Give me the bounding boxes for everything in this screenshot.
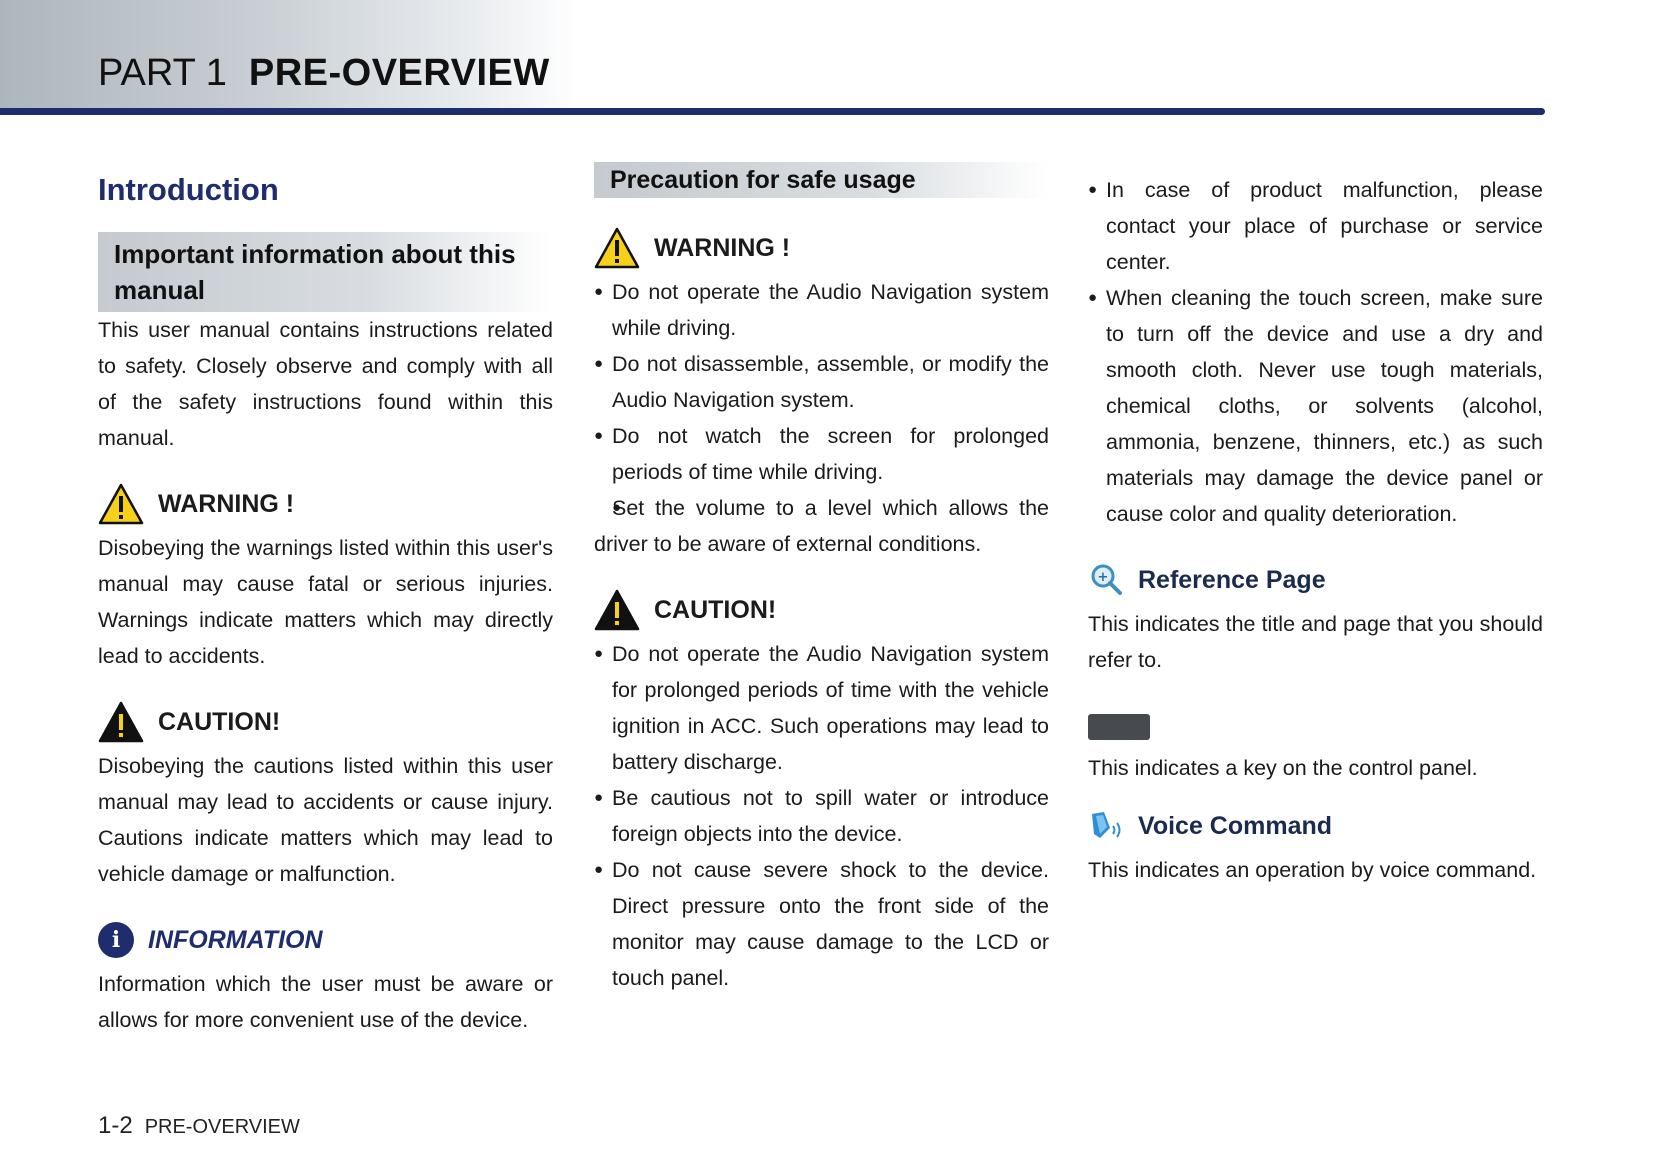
list-item: ● Do not watch the screen for prolonged periods of time while driving. bbox=[594, 418, 1049, 490]
list-item: ● Do not operate the Audio Navigation system for prolonged periods of time with the vehicle ignition in ACC. Such operations may lead to battery discharge. bbox=[594, 636, 1049, 780]
list-item: ● Do not operate the Audio Navigation system while driving. bbox=[594, 274, 1049, 346]
important-info-body: This user manual contains instructions related to safety. Closely observe and comply with all of the safety instructions found within this manual. bbox=[98, 318, 553, 450]
information-heading bbox=[98, 918, 553, 962]
header-rule bbox=[0, 108, 1545, 115]
reference-page-label: Reference Page bbox=[1138, 565, 1326, 594]
caution-icon bbox=[98, 701, 144, 743]
safe-usage-caution-heading bbox=[594, 588, 1049, 632]
header-part: PART 1 bbox=[98, 52, 227, 94]
control-panel-key-icon bbox=[1088, 714, 1150, 740]
important-info-heading: Important information about this manual bbox=[98, 232, 553, 312]
list-item: ● Do not disassemble, assemble, or modify the Audio Navigation system. bbox=[594, 346, 1049, 418]
column-left bbox=[98, 160, 553, 1038]
list-item: ● Set the volume to a level which allows the driver to be aware of external conditions. bbox=[594, 490, 1049, 562]
warning-list bbox=[594, 274, 1049, 562]
maintenance-list bbox=[1088, 172, 1543, 532]
caution-icon bbox=[594, 589, 640, 631]
voice-icon bbox=[1088, 808, 1124, 844]
safe-usage-caution-label: CAUTION! bbox=[654, 595, 777, 624]
warning-icon bbox=[98, 483, 144, 525]
warning-body: Disobeying the warnings listed within this user's manual may cause fatal or serious injuries. Warnings indicate matters which may directly lead to accidents. bbox=[98, 536, 553, 668]
page-header bbox=[98, 52, 550, 95]
column-right bbox=[1088, 172, 1543, 888]
warning-heading bbox=[98, 482, 553, 526]
voice-command-body: This indicates an operation by voice command. bbox=[1088, 858, 1537, 882]
voice-command-label: Voice Command bbox=[1138, 811, 1333, 840]
warning-icon bbox=[594, 227, 640, 269]
list-item: ● In case of product malfunction, please contact your place of purchase or service center. bbox=[1088, 172, 1543, 280]
list-item: ● Do not cause severe shock to the device. Direct pressure onto the front side of the monitor may cause damage to the LCD or touch panel. bbox=[594, 852, 1049, 996]
svg-text:+: + bbox=[1097, 570, 1109, 585]
page-number: 1-2 bbox=[98, 1112, 133, 1139]
key-body: This indicates a key on the control panel. bbox=[1088, 756, 1478, 780]
header-section: PRE-OVERVIEW bbox=[248, 52, 550, 94]
list-item: ● Be cautious not to spill water or introduce foreign objects into the device. bbox=[594, 780, 1049, 852]
info-icon: i bbox=[98, 922, 134, 958]
safe-usage-warning-heading bbox=[594, 226, 1049, 270]
caution-list bbox=[594, 636, 1049, 996]
introduction-title: Introduction bbox=[98, 172, 279, 207]
safe-usage-warning-label: WARNING ! bbox=[654, 233, 791, 262]
page-footer bbox=[98, 1112, 300, 1140]
caution-heading bbox=[98, 700, 553, 744]
list-item: ● When cleaning the touch screen, make sure to turn off the device and use a dry and smooth cloth. Never use tough materials, chemical cloths, or solvents (alcohol, ammonia, benzene, thinners, etc.) as such materials may damage the device panel or cause color and quality deterioration. bbox=[1088, 280, 1543, 532]
voice-command-heading bbox=[1088, 804, 1543, 848]
information-label: INFORMATION bbox=[148, 925, 323, 954]
footer-section: PRE-OVERVIEW bbox=[144, 1116, 300, 1138]
column-middle bbox=[594, 162, 1049, 996]
information-body: Information which the user must be aware or allows for more convenient use of the device. bbox=[98, 972, 553, 1032]
warning-label: WARNING ! bbox=[158, 489, 295, 518]
caution-body: Disobeying the cautions listed within this user manual may lead to accidents or cause injury. Cautions indicate matters which may lead to vehicle damage or malfunction. bbox=[98, 754, 553, 886]
magnifier-icon bbox=[1088, 562, 1124, 598]
reference-page-body: This indicates the title and page that you should refer to. bbox=[1088, 612, 1543, 672]
precaution-heading: Precaution for safe usage bbox=[594, 162, 1049, 198]
reference-page-heading bbox=[1088, 558, 1543, 602]
caution-label: CAUTION! bbox=[158, 707, 281, 736]
